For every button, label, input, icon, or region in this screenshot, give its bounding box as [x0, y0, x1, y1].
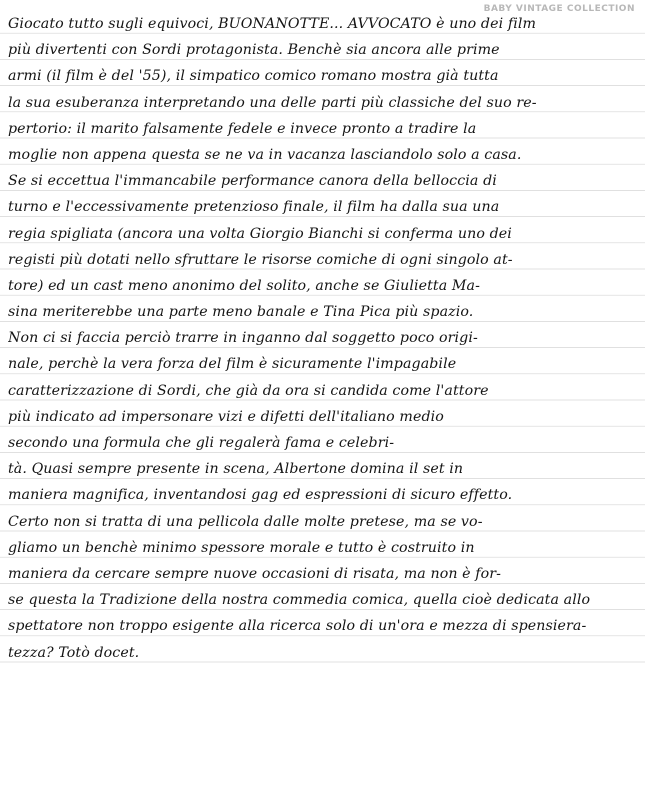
handwritten-line: moglie non appena questa se ne va in vacanza lasciandolo solo a casa. [8, 146, 522, 163]
handwritten-line: Giocato tutto sugli equivoci, BUONANOTTE... AVVOCATO è uno dei film [8, 16, 537, 32]
handwritten-line: Non ci si faccia perciò trarre in inganno dal soggetto poco origi- [8, 330, 478, 347]
handwritten-line: Certo non si tratta di una pellicola dalle molte pretese, ma se vo- [8, 513, 483, 530]
handwritten-line: caratterizzazione di Sordi, che già da ora si candida come l'attore [8, 382, 489, 399]
handwritten-line: la sua esuberanza interpretando una delle parti più classiche del suo re- [8, 94, 537, 111]
handwritten-line: più indicato ad impersonare vizi e difetti dell'italiano medio [8, 408, 444, 425]
handwritten-line: regia spigliata (ancora una volta Giorgio Bianchi si conferma uno dei [8, 225, 512, 242]
handwritten-line: maniera magnifica, inventandosi gag ed espressioni di sicuro effetto. [8, 487, 513, 504]
handwritten-line: maniera da cercare sempre nuove occasioni di risata, ma non è for- [8, 565, 502, 582]
handwritten-line: turno e l'eccessivamente pretenzioso finale, il film ha dalla sua una [8, 199, 500, 216]
handwritten-line: armi (il film è del '55), il simpatico comico romano mostra già tutta [8, 68, 499, 85]
handwritten-text-block [8, 10, 638, 665]
handwritten-line: gliamo un benchè minimo spessore morale e tutto è costruito in [8, 539, 475, 556]
handwritten-line: se questa la Tradizione della nostra commedia comica, quella cioè dedicata allo [8, 592, 591, 609]
handwritten-line: tà. Quasi sempre presente in scena, Albertone domina il set in [8, 461, 464, 478]
handwritten-line: tezza? Totò docet. [8, 644, 140, 661]
handwritten-line: spettatore non troppo esigente alla ricerca solo di un'ora e mezza di spensiera- [8, 618, 587, 635]
handwritten-line: Se si eccettua l'immancabile performance canora della belloccia di [8, 173, 497, 190]
handwritten-line: nale, perchè la vera forza del film è sicuramente l'impagabile [8, 356, 457, 373]
handwritten-line: pertorio: il marito falsamente fedele e invece pronto a tradire la [8, 120, 477, 137]
handwritten-line: più divertenti con Sordi protagonista. Benchè sia ancora alle prime [8, 42, 500, 59]
watermark: BABY VINTAGE COLLECTION [483, 4, 635, 14]
handwritten-line: registi più dotati nello sfruttare le risorse comiche di ogni singolo at- [8, 251, 513, 268]
handwritten-line: sina meriterebbe una parte meno banale e Tina Pica più spazio. [8, 304, 474, 321]
handwritten-line: tore) ed un cast meno anonimo del solito, anche se Giulietta Ma- [8, 277, 480, 294]
handwritten-line: secondo una formula che gli regalerà fama e celebri- [8, 435, 395, 451]
